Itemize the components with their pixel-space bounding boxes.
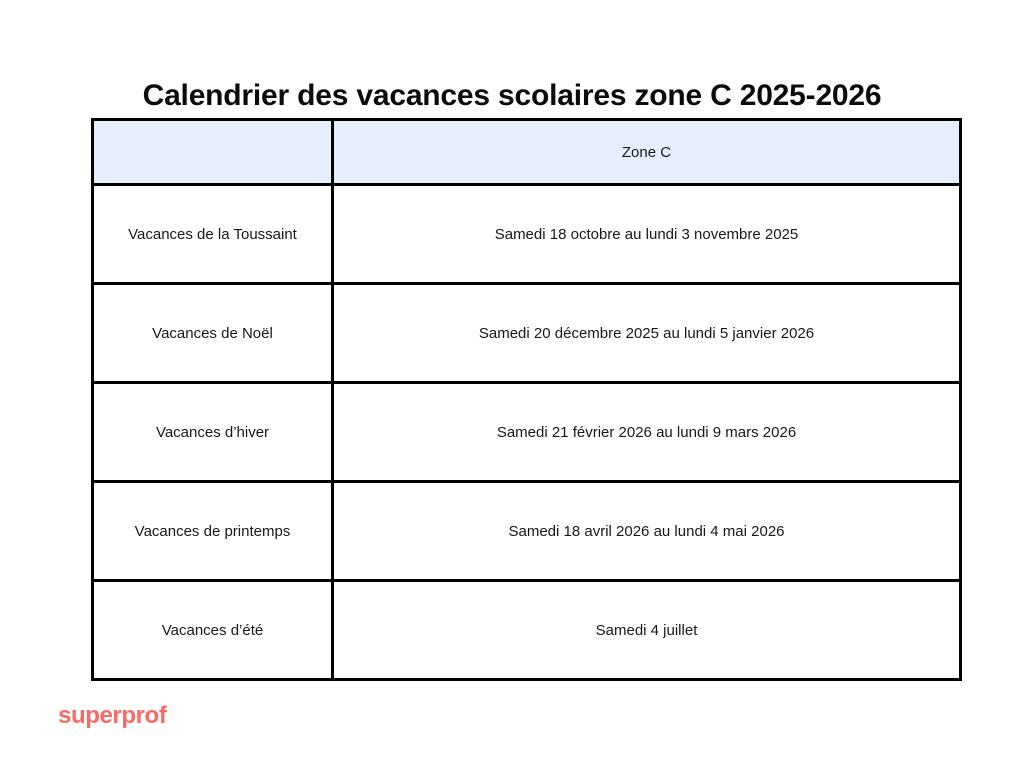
row-label-noel: Vacances de Noël [93, 284, 333, 383]
table-row [93, 284, 961, 383]
row-label-ete: Vacances d’été [93, 581, 333, 680]
column-header-zone-c: Zone C [333, 120, 961, 185]
table-row [93, 482, 961, 581]
row-value-hiver: Samedi 21 février 2026 au lundi 9 mars 2026 [333, 383, 961, 482]
table-header-row [93, 120, 961, 185]
row-value-printemps: Samedi 18 avril 2026 au lundi 4 mai 2026 [333, 482, 961, 581]
row-value-noel: Samedi 20 décembre 2025 au lundi 5 janvier 2026 [333, 284, 961, 383]
superprof-logo: superprof [58, 702, 167, 729]
page-title: Calendrier des vacances scolaires zone C 2025-2026 [142, 79, 882, 113]
school-holidays-table [91, 118, 962, 681]
table-row [93, 185, 961, 284]
row-label-printemps: Vacances de printemps [93, 482, 333, 581]
table-row [93, 581, 961, 680]
row-label-hiver: Vacances d’hiver [93, 383, 333, 482]
column-header-blank [93, 120, 333, 185]
row-value-ete: Samedi 4 juillet [333, 581, 961, 680]
row-value-toussaint: Samedi 18 octobre au lundi 3 novembre 2025 [333, 185, 961, 284]
table-row [93, 383, 961, 482]
row-label-toussaint: Vacances de la Toussaint [93, 185, 333, 284]
